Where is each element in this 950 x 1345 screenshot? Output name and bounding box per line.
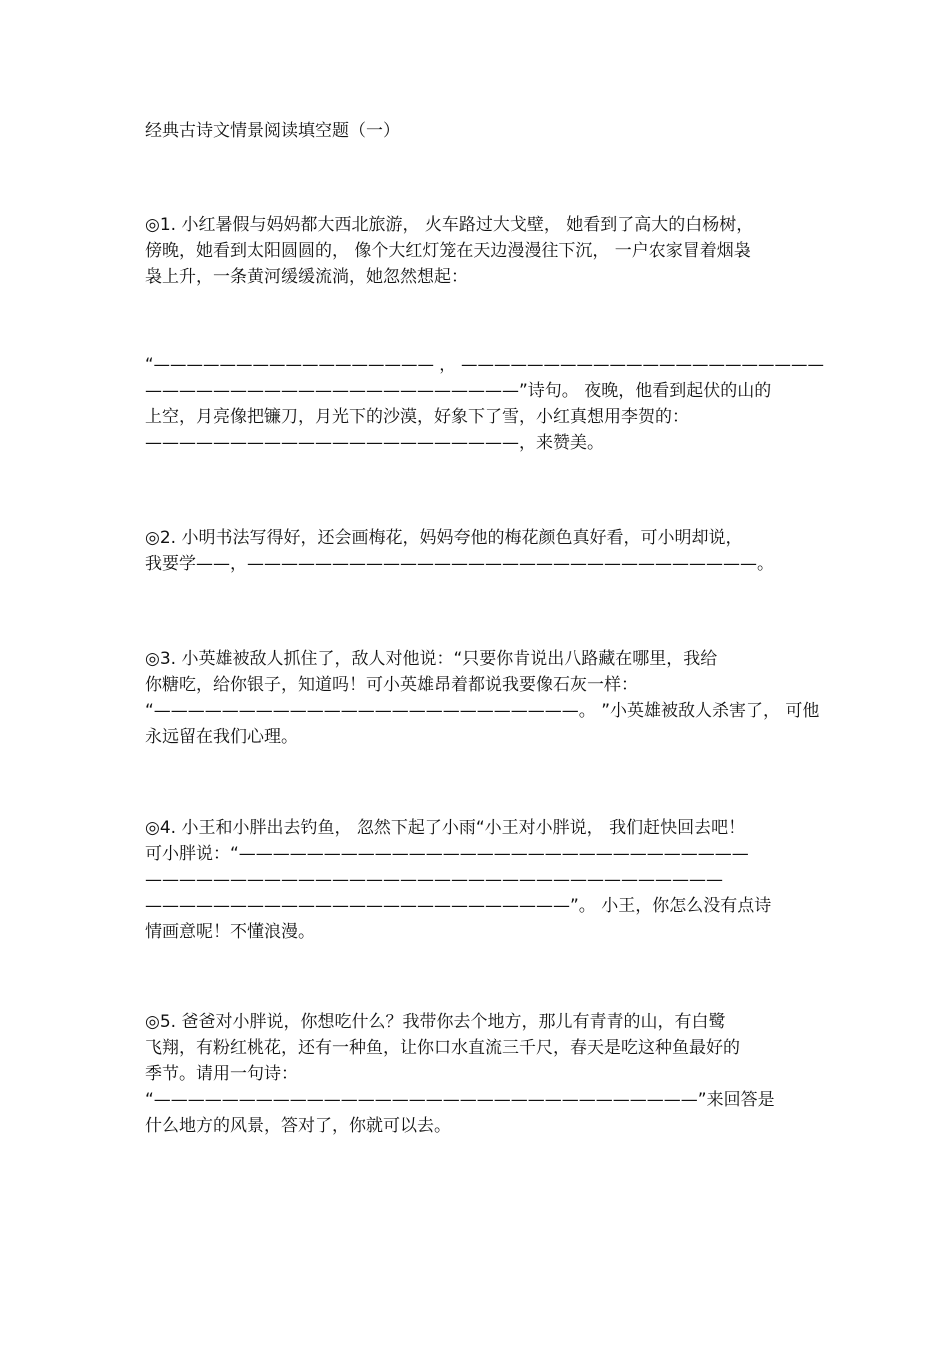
blank-line: “————————————————————————————————”来回答是 bbox=[145, 1090, 775, 1110]
blank-line: ——————————————————————”诗句。 夜晚，他看到起伏的山的 bbox=[145, 381, 772, 401]
blank-line: ——————————————————————，来赞美。 bbox=[145, 433, 604, 453]
text-line: 傍晚，她看到太阳圆圆的， 像个大红灯笼在天边漫漫往下沉， 一户农家冒着烟袅 bbox=[145, 241, 751, 261]
blank-line: “—————————————————————————。 ”小英雄被敌人杀害了， 可他 bbox=[145, 701, 820, 721]
text-line: 袅上升，一条黄河缓缓流淌，她忽然想起： bbox=[145, 267, 468, 287]
question-3 bbox=[145, 646, 825, 750]
blank-line: “————————————————— ， —————————————————————— bbox=[145, 355, 825, 374]
blank-line: 可小胖说：“—————————————————————————————— bbox=[145, 844, 749, 864]
text-line: ◎3. 小英雄被敌人抓住了，敌人对他说：“只要你肯说出八路藏在哪里，我给 bbox=[145, 649, 718, 669]
question-1-blanks bbox=[145, 352, 825, 456]
question-4 bbox=[145, 815, 825, 945]
question-2 bbox=[145, 525, 825, 577]
text-line: 季节。请用一句诗： bbox=[145, 1064, 298, 1084]
blank-line: —————————————————————————————————— bbox=[145, 870, 723, 890]
text-line: 飞翔，有粉红桃花，还有一种鱼，让你口水直流三千尺，春天是吃这种鱼最好的 bbox=[145, 1038, 740, 1058]
blank-line: —————————————————————————”。 小王，你怎么没有点诗 bbox=[145, 896, 772, 916]
text-line: 你糖吃，给你银子，知道吗！可小英雄昂着都说我要像石灰一样： bbox=[145, 675, 638, 695]
text-line: ◎4. 小王和小胖出去钓鱼， 忽然下起了小雨“小王对小胖说， 我们赶快回去吧！ bbox=[145, 818, 746, 838]
text-line: ◎1. 小红暑假与妈妈都大西北旅游， 火车路过大戈壁， 她看到了高大的白杨树， bbox=[145, 215, 754, 235]
text-line: ◎2. 小明书法写得好，还会画梅花，妈妈夸他的梅花颜色真好看，可小明却说， bbox=[145, 528, 743, 548]
blank-line: 我要学——，——————————————————————————————。 bbox=[145, 554, 774, 574]
text-line: 什么地方的风景，答对了，你就可以去。 bbox=[145, 1116, 451, 1136]
text-line: 情画意呢！不懂浪漫。 bbox=[145, 922, 315, 942]
question-1 bbox=[145, 212, 825, 290]
document-title: 经典古诗文情景阅读填空题（一） bbox=[145, 121, 400, 141]
text-line: ◎5. 爸爸对小胖说，你想吃什么？我带你去个地方，那儿有青青的山，有白鹭 bbox=[145, 1012, 726, 1032]
question-5 bbox=[145, 1009, 825, 1139]
text-line: 上空，月亮像把镰刀，月光下的沙漠，好象下了雪，小红真想用李贺的： bbox=[145, 407, 689, 427]
text-line: 永远留在我们心理。 bbox=[145, 727, 298, 747]
